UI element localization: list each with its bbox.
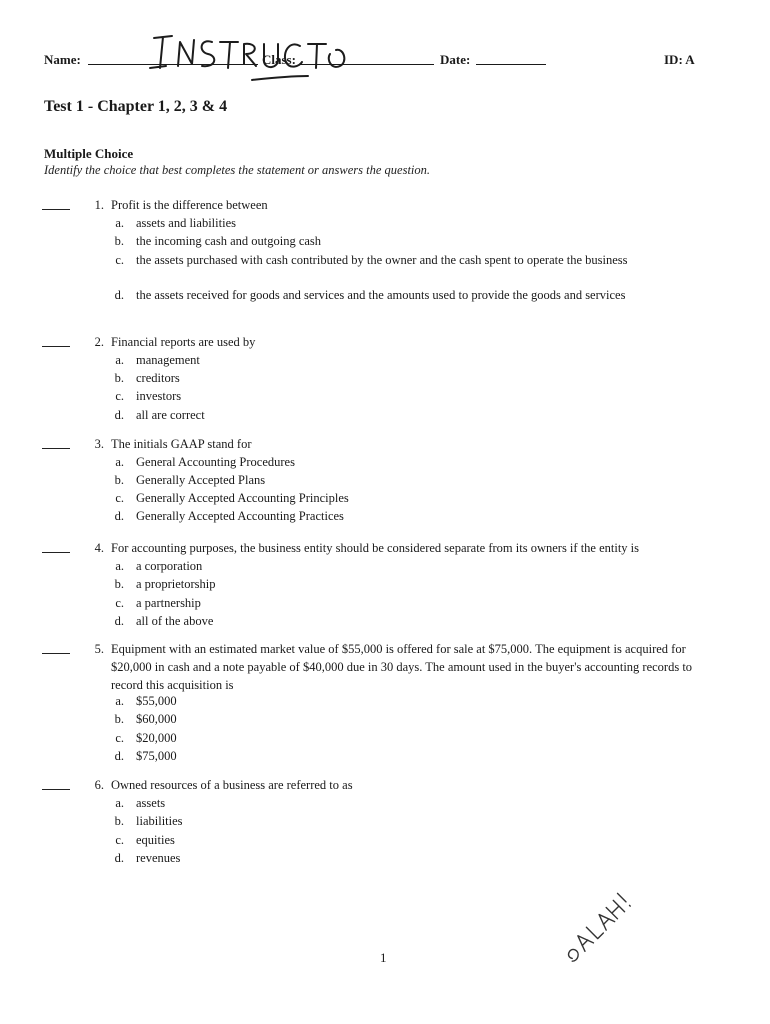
name-label: Name:	[44, 52, 81, 67]
choice-text: revenues	[136, 851, 181, 865]
question-stem: Financial reports are used by	[111, 335, 256, 349]
answer-blank[interactable]	[42, 552, 70, 553]
choice-letter: d.	[114, 851, 124, 865]
choice-letter: d.	[114, 749, 124, 763]
choice-text: all of the above	[136, 614, 214, 628]
question-number: 1.	[94, 198, 104, 212]
date-blank[interactable]	[476, 52, 546, 65]
choice-letter: c.	[115, 596, 124, 610]
choice-letter: b.	[114, 371, 124, 385]
choice-letter: c.	[115, 833, 124, 847]
choice-text: a partnership	[136, 596, 201, 610]
answer-blank[interactable]	[42, 448, 70, 449]
choice-letter: b.	[114, 577, 124, 591]
choice-letter: d.	[114, 408, 124, 422]
id-label: ID: A	[664, 52, 695, 67]
answer-blank[interactable]	[42, 346, 70, 347]
section-heading: Multiple Choice	[44, 146, 134, 161]
choice-letter: a.	[115, 559, 124, 573]
question-stem: Equipment with an estimated market value of $55,000 is offered for sale at $75,000. The equipment is acquired for $20,000 in cash and a note payable of $40,000 due in 30 days. The amount used in the buyer's accounting records to record this acquisition is	[111, 642, 693, 693]
choice-letter: c.	[115, 731, 124, 745]
answer-blank[interactable]	[42, 789, 70, 790]
choice-letter: c.	[115, 491, 124, 505]
choice-letter: a.	[115, 353, 124, 367]
choice-text: creditors	[136, 371, 180, 385]
choice-text: Generally Accepted Accounting Principles	[136, 491, 349, 505]
choice-letter: b.	[114, 473, 124, 487]
class-label: Class:	[262, 52, 296, 67]
choice-letter: a.	[115, 455, 124, 469]
question-stem: Profit is the difference between	[111, 198, 268, 212]
choice-text: equities	[136, 833, 175, 847]
choice-text: Generally Accepted Accounting Practices	[136, 509, 344, 523]
choice-text: investors	[136, 389, 182, 403]
choice-letter: a.	[115, 694, 124, 708]
choice-text: assets	[136, 796, 166, 810]
choice-text: liabilities	[136, 814, 183, 828]
choice-text: assets and liabilities	[136, 216, 236, 230]
question-number: 6.	[94, 778, 104, 792]
choice-text: the assets purchased with cash contributed by the owner and the cash spent to operate the business	[136, 253, 628, 267]
question-stem: Owned resources of a business are referred to as	[111, 778, 353, 792]
choice-text: $20,000	[136, 731, 177, 745]
choice-text: a proprietorship	[136, 577, 216, 591]
answer-blank[interactable]	[42, 653, 70, 654]
question-stem: For accounting purposes, the business entity should be considered separate from its owners if the entity is	[111, 541, 640, 555]
question-number: 2.	[94, 335, 104, 349]
class-blank[interactable]	[300, 52, 434, 65]
test-title: Test 1 - Chapter 1, 2, 3 & 4	[44, 98, 228, 115]
page-number: 1	[380, 950, 387, 965]
choice-text: $75,000	[136, 749, 177, 763]
answer-blank[interactable]	[42, 209, 70, 210]
choice-text: the assets received for goods and services and the amounts used to provide the goods and services	[136, 288, 626, 302]
handwritten-margin-note	[552, 888, 642, 968]
choice-text: $60,000	[136, 712, 177, 726]
choice-text: $55,000	[136, 694, 177, 708]
choice-letter: b.	[114, 814, 124, 828]
choice-text: all are correct	[136, 408, 205, 422]
question-number: 3.	[94, 437, 104, 451]
question-number: 5.	[94, 642, 104, 656]
choice-letter: a.	[115, 216, 124, 230]
choice-text: the incoming cash and outgoing cash	[136, 234, 322, 248]
choice-text: a corporation	[136, 559, 203, 573]
choice-letter: c.	[115, 253, 124, 267]
choice-letter: c.	[115, 389, 124, 403]
choice-letter: d.	[114, 614, 124, 628]
choice-letter: a.	[115, 796, 124, 810]
question-number: 4.	[94, 541, 104, 555]
choice-letter: b.	[114, 712, 124, 726]
choice-letter: b.	[114, 234, 124, 248]
choice-text: Generally Accepted Plans	[136, 473, 266, 487]
section-instruction: Identify the choice that best completes the statement or answers the question.	[44, 163, 431, 177]
question-stem: The initials GAAP stand for	[111, 437, 252, 451]
choice-letter: d.	[114, 288, 124, 302]
choice-text: General Accounting Procedures	[136, 455, 295, 469]
date-label: Date:	[440, 52, 471, 67]
choice-letter: d.	[114, 509, 124, 523]
choice-text: management	[136, 353, 200, 367]
